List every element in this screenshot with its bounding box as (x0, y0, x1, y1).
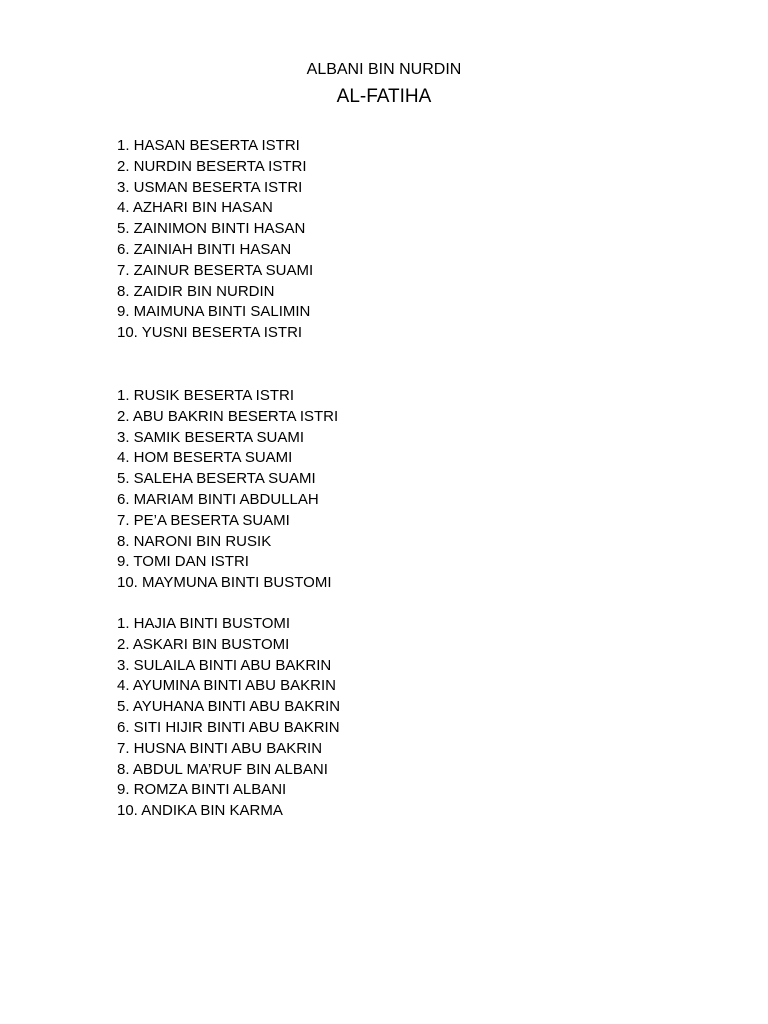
list-item: 9. ROMZA BINTI ALBANI (117, 781, 287, 799)
document-subtitle: AL-FATIHA (336, 86, 432, 107)
list-item: 4. AZHARI BIN HASAN (117, 199, 273, 217)
list-item: 8. ZAIDIR BIN NURDIN (117, 282, 275, 300)
name-list-2 (117, 386, 338, 594)
list-item: 4. AYUMINA BINTI ABU BAKRIN (117, 677, 336, 695)
list-item: 10. ANDIKA BIN KARMA (117, 802, 283, 820)
list-item: 5. AYUHANA BINTI ABU BAKRIN (117, 698, 341, 716)
list-item: 7. PE’A BESERTA SUAMI (117, 511, 290, 529)
name-list-3 (117, 614, 340, 822)
list-item: 10. YUSNI BESERTA ISTRI (117, 324, 303, 342)
list-item: 8. ABDUL MA’RUF BIN ALBANI (117, 760, 328, 778)
list-item: 3. SAMIK BESERTA SUAMI (117, 428, 305, 446)
list-item: 2. ASKARI BIN BUSTOMI (117, 635, 290, 653)
list-item: 3. SULAILA BINTI ABU BAKRIN (117, 656, 332, 674)
list-item: 9. TOMI DAN ISTRI (117, 553, 249, 571)
list-item: 10. MAYMUNA BINTI BUSTOMI (117, 574, 332, 592)
list-item: 6. SITI HIJIR BINTI ABU BAKRIN (117, 718, 340, 736)
list-item: 5. ZAINIMON BINTI HASAN (117, 220, 306, 238)
list-item: 1. HAJIA BINTI BUSTOMI (117, 615, 291, 632)
list-item: 4. HOM BESERTA SUAMI (117, 449, 293, 467)
list-item: 8. NARONI BIN RUSIK (117, 532, 272, 550)
list-item: 2. ABU BAKRIN BESERTA ISTRI (117, 407, 339, 425)
list-item: 6. ZAINIAH BINTI HASAN (117, 240, 292, 258)
list-item: 5. SALEHA BESERTA SUAMI (117, 470, 316, 488)
list-item: 6. MARIAM BINTI ABDULLAH (117, 490, 319, 508)
document-title: ALBANI BIN NURDIN (306, 61, 462, 78)
list-item: 1. RUSIK BESERTA ISTRI (117, 387, 294, 404)
list-item: 3. USMAN BESERTA ISTRI (117, 178, 303, 196)
list-item: 9. MAIMUNA BINTI SALIMIN (117, 303, 311, 321)
list-item: 2. NURDIN BESERTA ISTRI (117, 157, 307, 175)
list-item: 7. ZAINUR BESERTA SUAMI (117, 261, 314, 279)
list-item: 7. HUSNA BINTI ABU BAKRIN (117, 739, 323, 757)
list-item: 1. HASAN BESERTA ISTRI (117, 137, 300, 154)
name-list-1 (117, 136, 313, 344)
